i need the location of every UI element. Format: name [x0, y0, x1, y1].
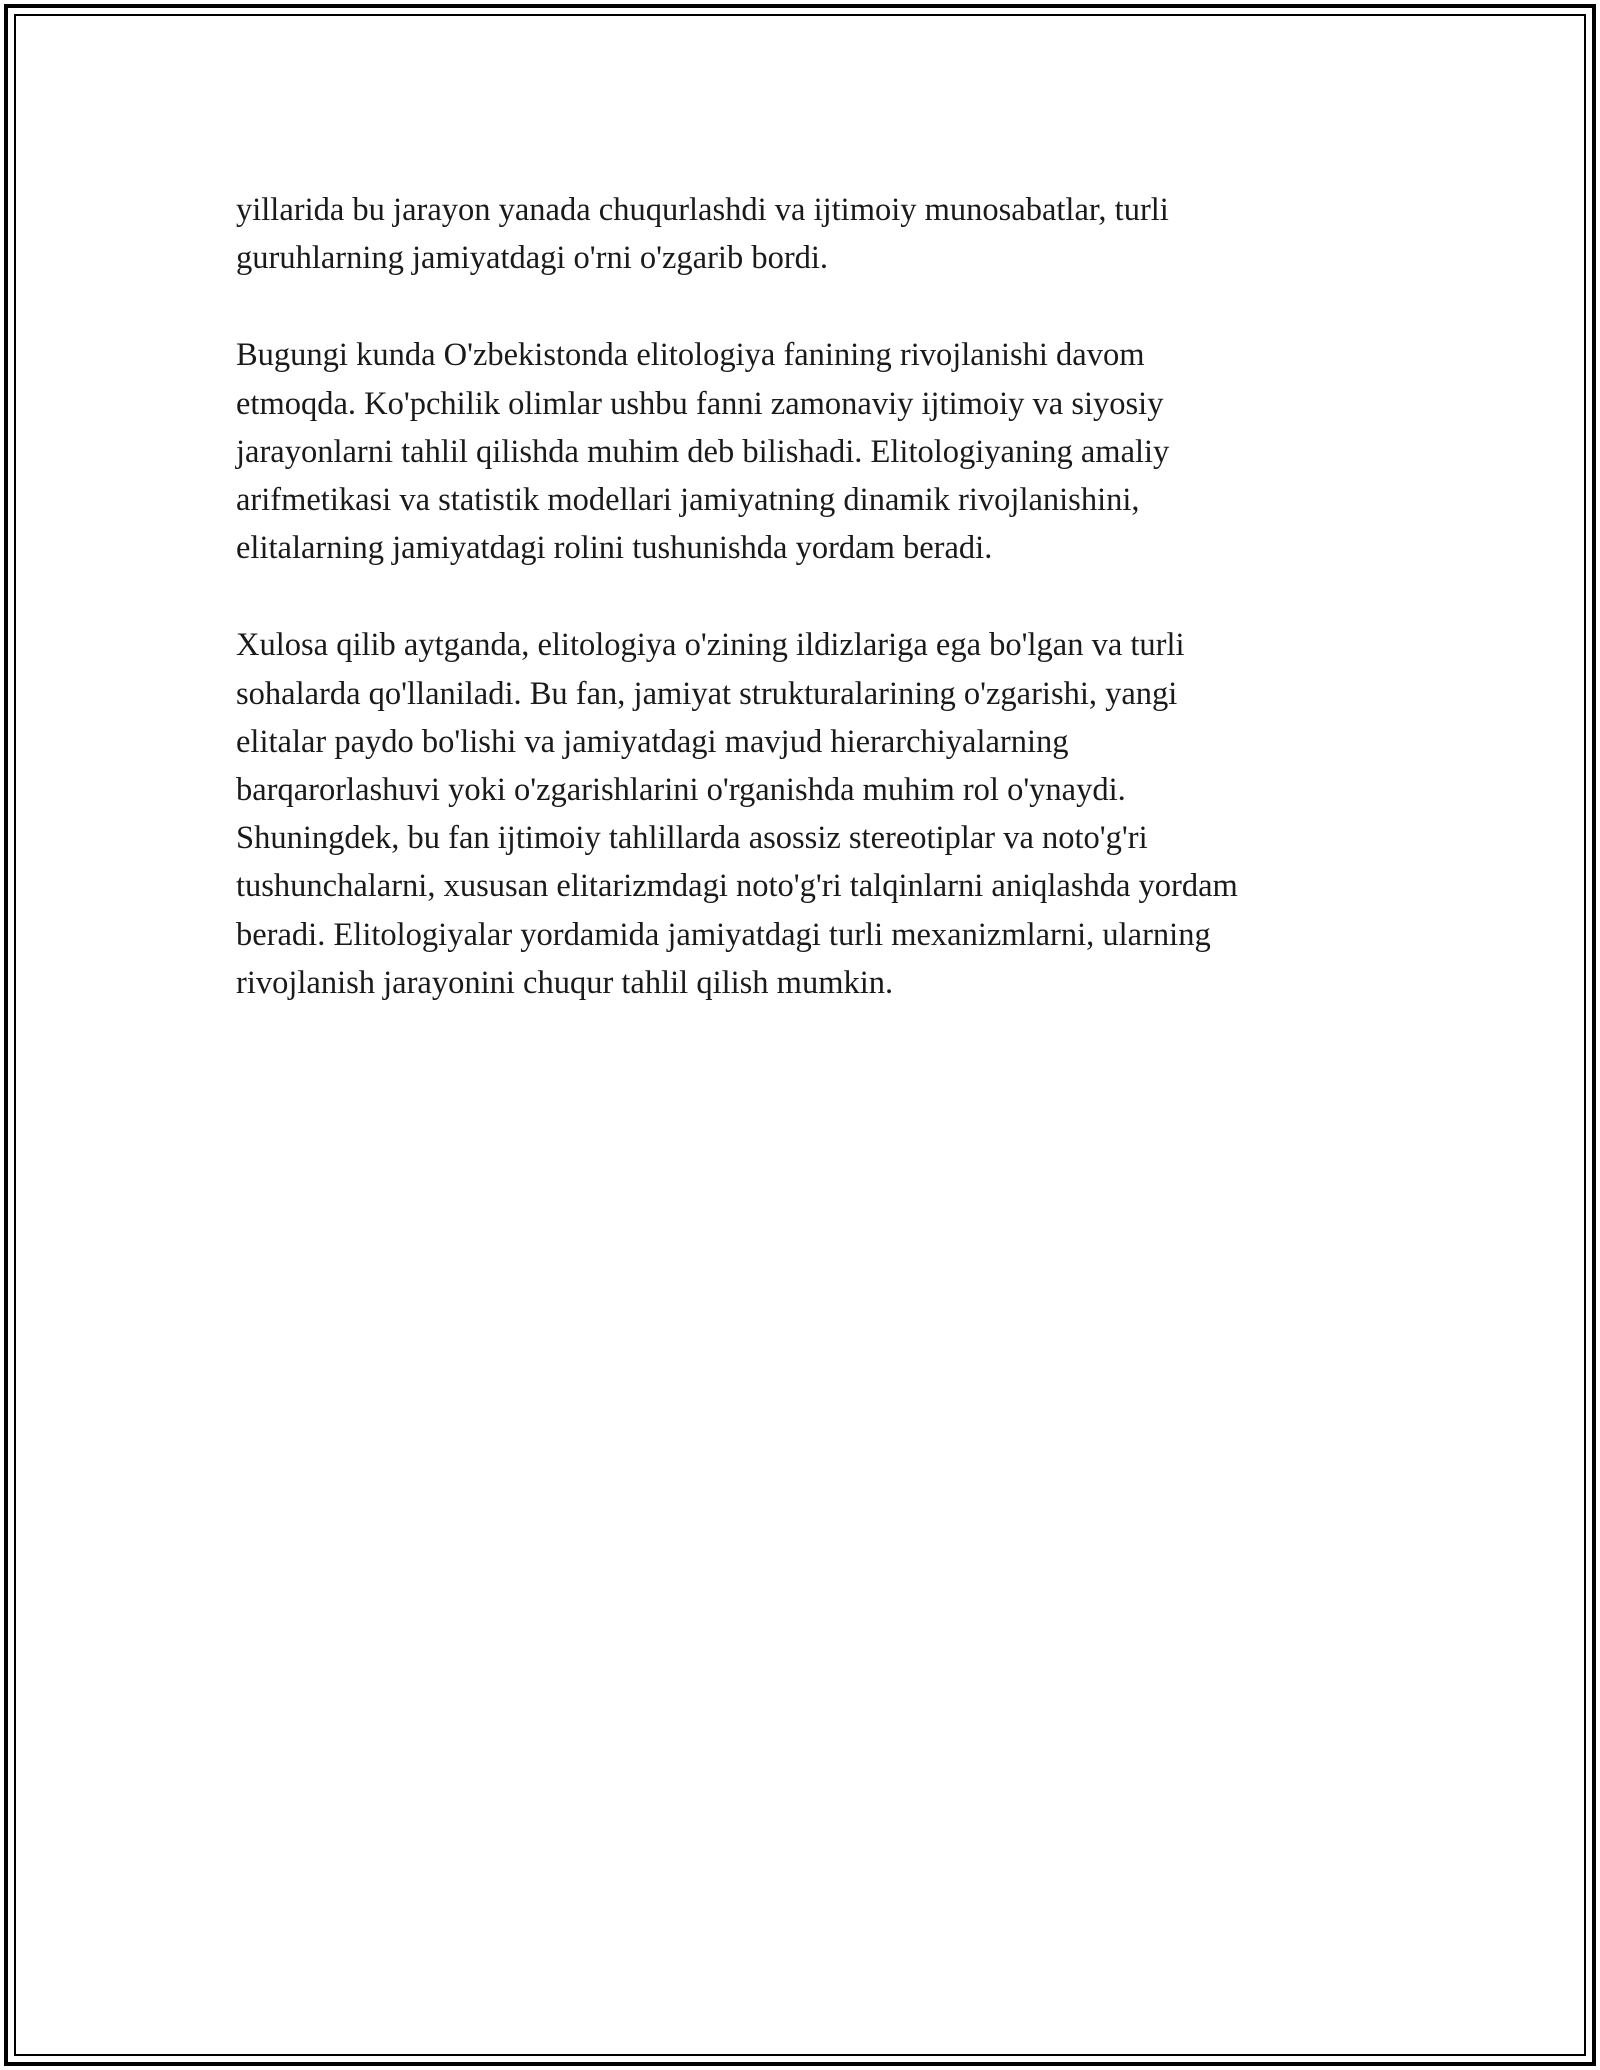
paragraph-1: yillarida bu jarayon yanada chuqurlashdi va ijtimoiy munosabatlar, turli guruhlarning jamiyatdagi o'rni o'zgarib bordi. [236, 192, 1169, 277]
paragraph-3: Xulosa qilib aytganda, elitologiya o'zining ildizlariga ega bo'lgan va turli sohalarda qo'llaniladi. Bu fan, jamiyat strukturalarining o'zgarishi, yangi elitalar paydo bo'lishi va jamiyatdagi mavjud hierarchiyalarning barqarorlashuvi yoki o'zgarishlarini o'rganishda muhim rol o'ynaydi. Shuningdek, bu fan ijtimoiy tahlillarda asossiz stereotiplar va noto'g'ri tushunchalarni, xususan elitarizmdagi noto'g'ri talqinlarni aniqlashda yordam beradi. Elitologiyalar yordamida jamiyatdagi turli mexanizmlarni, ularning rivojlanish jarayonini chuqur tahlil qilish mumkin. [236, 627, 1238, 1001]
paragraph-2: Bugungi kunda O'zbekistonda elitologiya fanining rivojlanishi davom etmoqda. Ko'pchilik olimlar ushbu fanni zamonaviy ijtimoiy va siyosiy jarayonlarni tahlil qilishda muhim deb bilishadi. Elitologiyaning amaliy arifmetikasi va statistik modellari jamiyatning dinamik rivojlanishini, elitalarning jamiyatdagi rolini tushunishda yordam beradi. [236, 337, 1170, 567]
document-body [236, 186, 1386, 1056]
